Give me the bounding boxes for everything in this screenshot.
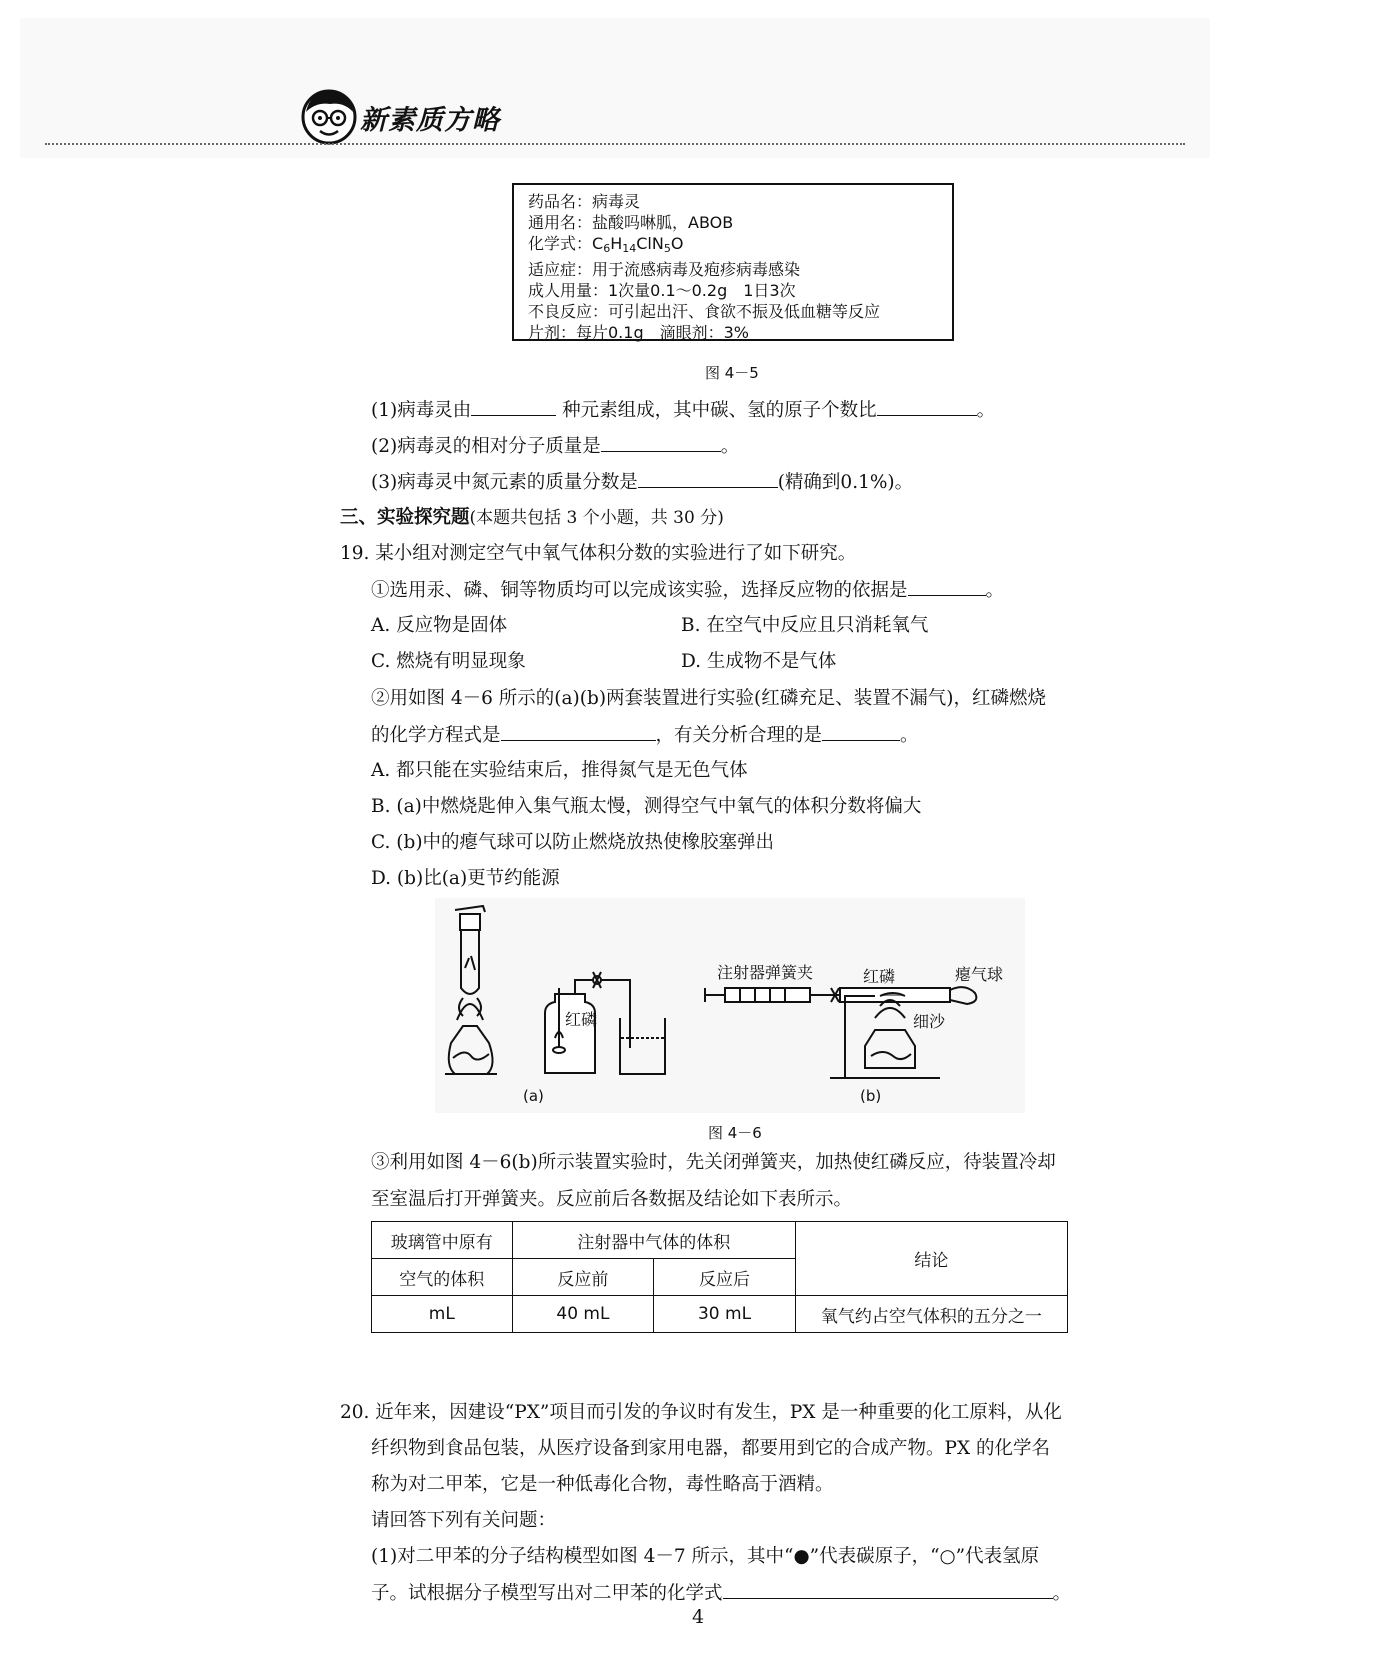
table-header-cell: 结论: [795, 1222, 1067, 1296]
table-cell: mL: [372, 1296, 513, 1333]
q19-sub3-line2: 至室温后打开弹簧夹。反应前后各数据及结论如下表所示。: [371, 1189, 853, 1210]
answer-blank[interactable]: [638, 469, 778, 488]
drug-label-row: 不良反应：可引起出汗、食欲不振及低血糖等反应: [528, 302, 881, 321]
q20-line6: 子。试根据分子模型写出对二甲苯的化学式 。: [371, 1580, 1071, 1607]
answer-blank[interactable]: [601, 433, 721, 452]
label-b-red-phosphorus: 红磷: [863, 967, 896, 986]
answer-blank[interactable]: [908, 577, 986, 596]
q20-line2: 纤织物到食品包装，从医疗设备到家用电器，都要用到它的合成产物。PX 的化学名: [371, 1438, 1051, 1459]
q18-part3: (3)病毒灵中氮元素的质量分数是 (精确到0.1%)。: [371, 469, 913, 496]
answer-blank[interactable]: [471, 397, 556, 416]
answer-blank[interactable]: [501, 722, 656, 741]
header-band: [20, 18, 1210, 158]
q20-line5: (1)对二甲苯的分子结构模型如图 4－7 所示，其中“●”代表碳原子，“○”代表氢原: [371, 1546, 1040, 1567]
label-a-red-phosphorus: 红磷: [565, 1010, 598, 1029]
drug-formula-row: 化学式：$C_6H_{14}ClN_5O$: [528, 234, 684, 255]
brand-title: 新素质方略: [360, 105, 500, 136]
answer-blank[interactable]: [723, 1580, 1053, 1599]
label-a: (a): [523, 1087, 544, 1105]
drug-label-row: 适应症：用于流感病毒及疱疹病毒感染: [528, 260, 801, 279]
label-b-syringe-clamp: 注射器弹簧夹: [717, 963, 814, 982]
table-header-cell: 反应前: [512, 1259, 654, 1296]
q18-part2: (2)病毒灵的相对分子质量是 。: [371, 433, 739, 460]
q19-sub2-option: A. 都只能在实验结束后，推得氮气是无色气体: [371, 760, 748, 781]
q19-sub1-option: C. 燃烧有明显现象: [371, 651, 526, 672]
q20-line3: 称为对二甲苯，它是一种低毒化合物，毒性略高于酒精。: [371, 1474, 834, 1495]
figure-4-6-apparatus: [435, 898, 1025, 1113]
q19-sub2-option: C. (b)中的瘪气球可以防止燃烧放热使橡胶塞弹出: [371, 832, 775, 853]
drug-label-row: 药品名：病毒灵: [528, 192, 641, 211]
q19-sub2-option: B. (a)中燃烧匙伸入集气瓶太慢，测得空气中氧气的体积分数将偏大: [371, 796, 922, 817]
q19-sub1-option: A. 反应物是固体: [371, 615, 508, 636]
q19-sub2-line1: ②用如图 4－6 所示的(a)(b)两套装置进行实验(红磷充足、装置不漏气)，红磷燃烧: [371, 688, 1046, 709]
table-cell: 30 mL: [654, 1296, 796, 1333]
q20-line4: 请回答下列有关问题：: [371, 1510, 557, 1531]
answer-blank[interactable]: [877, 397, 977, 416]
table-cell: 氧气约占空气体积的五分之一: [795, 1296, 1067, 1333]
drug-label-row: 成人用量：1次量0.1～0.2g 1日3次: [528, 281, 796, 300]
q18-part1: (1)病毒灵由 种元素组成，其中碳、氢的原子个数比 。: [371, 397, 995, 424]
figure-4-6-caption: 图 4－6: [708, 1124, 762, 1142]
table-cell: 40 mL: [512, 1296, 654, 1333]
q19-sub3-line1: ③利用如图 4－6(b)所示装置实验时，先关闭弹簧夹，加热使红磷反应，待装置冷却: [371, 1152, 1056, 1173]
label-b: (b): [860, 1087, 882, 1105]
section-3-heading: 三、实验探究题(本题共包括 3 个小题，共 30 分): [340, 507, 724, 528]
page-number: 4: [692, 1606, 705, 1628]
label-b-fine-sand: 细沙: [913, 1012, 946, 1031]
answer-blank[interactable]: [822, 722, 900, 741]
q19-stem: 19. 某小组对测定空气中氧气体积分数的实验进行了如下研究。: [340, 543, 857, 564]
table-header-cell: 空气的体积: [372, 1259, 513, 1296]
q19-sub1-option: D. 生成物不是气体: [681, 651, 837, 672]
drug-label-box: [512, 183, 954, 341]
table-header-cell: 反应后: [654, 1259, 796, 1296]
cartoon-face-logo-icon: [300, 88, 358, 146]
q19-sub1: ①选用汞、磷、铜等物质均可以完成该实验，选择反应物的依据是 。: [371, 577, 1004, 604]
table-header-cell: 玻璃管中原有: [372, 1222, 513, 1259]
label-b-balloon: 瘪气球: [955, 965, 1004, 984]
figure-4-5-caption: 图 4－5: [705, 364, 759, 382]
q19-sub2-option: D. (b)比(a)更节约能源: [371, 868, 560, 889]
drug-label-row: 通用名：盐酸吗啉胍，ABOB: [528, 213, 734, 232]
table-header-cell: 注射器中气体的体积: [512, 1222, 795, 1259]
q20-line1: 20. 近年来，因建设“PX”项目而引发的争议时有发生，PX 是一种重要的化工原料，从化: [340, 1402, 1062, 1423]
header-divider: [45, 143, 1185, 145]
results-table: [371, 1221, 1068, 1333]
q19-sub2-line2: 的化学方程式是 ，有关分析合理的是 。: [371, 722, 919, 749]
drug-label-row: 片剂：每片0.1g 滴眼剂：3%: [528, 323, 749, 342]
q19-sub1-option: B. 在空气中反应且只消耗氧气: [681, 615, 929, 636]
